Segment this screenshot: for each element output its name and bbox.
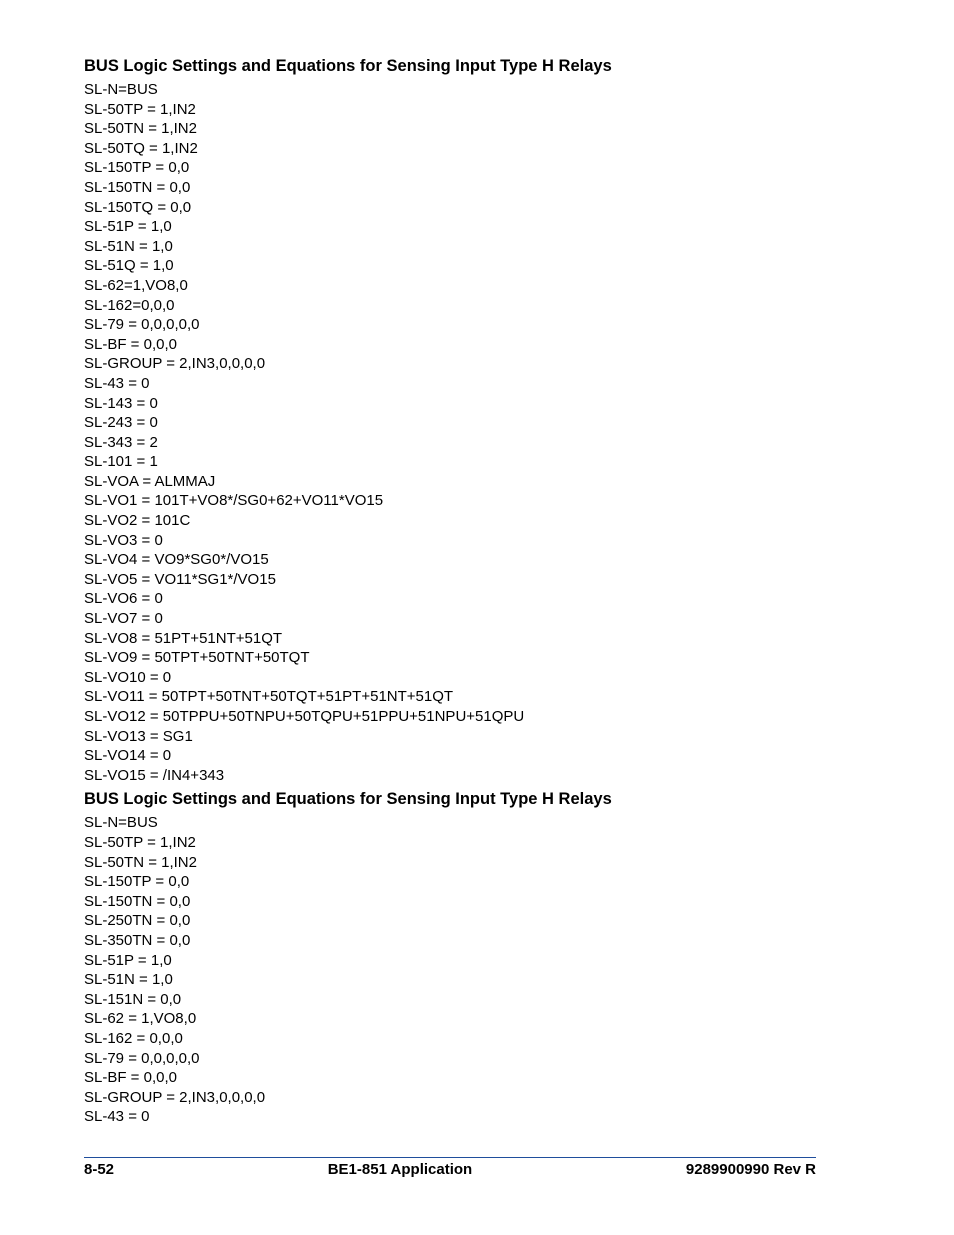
setting-line: SL-50TQ = 1,IN2 xyxy=(84,139,198,157)
setting-line: SL-51P = 1,0 xyxy=(84,218,172,236)
setting-line: SL-350TN = 0,0 xyxy=(84,931,191,949)
setting-line: SL-VO4 = VO9*SG0*/VO15 xyxy=(84,551,269,569)
setting-line: SL-150TN = 0,0 xyxy=(84,892,191,910)
setting-line: SL-51N = 1,0 xyxy=(84,971,173,989)
section-heading-1: BUS Logic Settings and Equations for Sensing Input Type H Relays xyxy=(84,57,612,75)
setting-line: SL-43 = 0 xyxy=(84,1108,150,1126)
setting-line: SL-43 = 0 xyxy=(84,374,150,392)
setting-line: SL-150TQ = 0,0 xyxy=(84,198,192,216)
setting-line: SL-VO7 = 0 xyxy=(84,610,163,628)
setting-line: SL-62 = 1,VO8,0 xyxy=(84,1010,197,1028)
setting-line: SL-162=0,0,0 xyxy=(84,296,175,314)
setting-line: SL-50TP = 1,IN2 xyxy=(84,100,196,118)
document-title: BE1-851 Application xyxy=(327,1161,473,1178)
setting-line: SL-50TP = 1,IN2 xyxy=(84,833,196,851)
setting-line: SL-62=1,VO8,0 xyxy=(84,276,188,294)
setting-line: SL-VO2 = 101C xyxy=(84,512,191,530)
document-body xyxy=(84,56,816,1127)
setting-line: SL-VOA = ALMMAJ xyxy=(84,472,216,490)
setting-line: SL-VO14 = 0 xyxy=(84,747,172,765)
setting-line: SL-GROUP = 2,IN3,0,0,0,0 xyxy=(84,1088,266,1106)
setting-line: SL-79 = 0,0,0,0,0 xyxy=(84,1049,200,1067)
settings-list-2 xyxy=(84,813,816,1127)
page-number: 8-52 xyxy=(84,1161,115,1178)
page-footer xyxy=(84,1157,816,1179)
setting-line: SL-GROUP = 2,IN3,0,0,0,0 xyxy=(84,355,266,373)
settings-list-1 xyxy=(84,80,816,785)
setting-line: SL-VO12 = 50TPPU+50TNPU+50TQPU+51PPU+51NPU+51QPU xyxy=(84,708,525,725)
setting-line: SL-BF = 0,0,0 xyxy=(84,1069,177,1087)
setting-line: SL-50TN = 1,IN2 xyxy=(84,120,197,138)
setting-line: SL-151N = 0,0 xyxy=(84,990,182,1008)
setting-line: SL-143 = 0 xyxy=(84,394,158,412)
setting-line: SL-VO1 = 101T+VO8*/SG0+62+VO11*VO15 xyxy=(84,492,384,510)
setting-line: SL-150TP = 0,0 xyxy=(84,159,190,177)
setting-line: SL-VO13 = SG1 xyxy=(84,727,193,745)
setting-line: SL-162 = 0,0,0 xyxy=(84,1029,183,1047)
setting-line: SL-243 = 0 xyxy=(84,414,158,432)
setting-line: SL-79 = 0,0,0,0,0 xyxy=(84,316,200,334)
setting-line: SL-343 = 2 xyxy=(84,433,158,451)
setting-line: SL-VO9 = 50TPT+50TNT+50TQT xyxy=(84,649,310,667)
setting-line: SL-51P = 1,0 xyxy=(84,951,172,969)
document-number: 9289900990 Rev R xyxy=(685,1161,816,1178)
setting-line: SL-VO5 = VO11*SG1*/VO15 xyxy=(84,570,276,588)
setting-line: SL-250TN = 0,0 xyxy=(84,912,191,930)
setting-line: SL-VO10 = 0 xyxy=(84,668,172,686)
setting-line: SL-N=BUS xyxy=(84,814,158,832)
setting-line: SL-101 = 1 xyxy=(84,453,158,471)
setting-line: SL-50TN = 1,IN2 xyxy=(84,853,197,871)
setting-line: SL-BF = 0,0,0 xyxy=(84,335,177,353)
setting-line: SL-N=BUS xyxy=(84,81,158,98)
setting-line: SL-VO11 = 50TPT+50TNT+50TQT+51PT+51NT+51QT xyxy=(84,688,454,706)
setting-line: SL-51Q = 1,0 xyxy=(84,257,174,275)
setting-line: SL-51N = 1,0 xyxy=(84,237,173,255)
section-heading-2: BUS Logic Settings and Equations for Sensing Input Type H Relays xyxy=(84,790,612,809)
setting-line: SL-150TP = 0,0 xyxy=(84,873,190,891)
setting-line: SL-VO6 = 0 xyxy=(84,590,163,608)
setting-line: SL-150TN = 0,0 xyxy=(84,178,191,196)
setting-line: SL-VO15 = /IN4+343 xyxy=(84,766,225,784)
setting-line: SL-VO3 = 0 xyxy=(84,531,163,549)
setting-line: SL-VO8 = 51PT+51NT+51QT xyxy=(84,629,283,647)
